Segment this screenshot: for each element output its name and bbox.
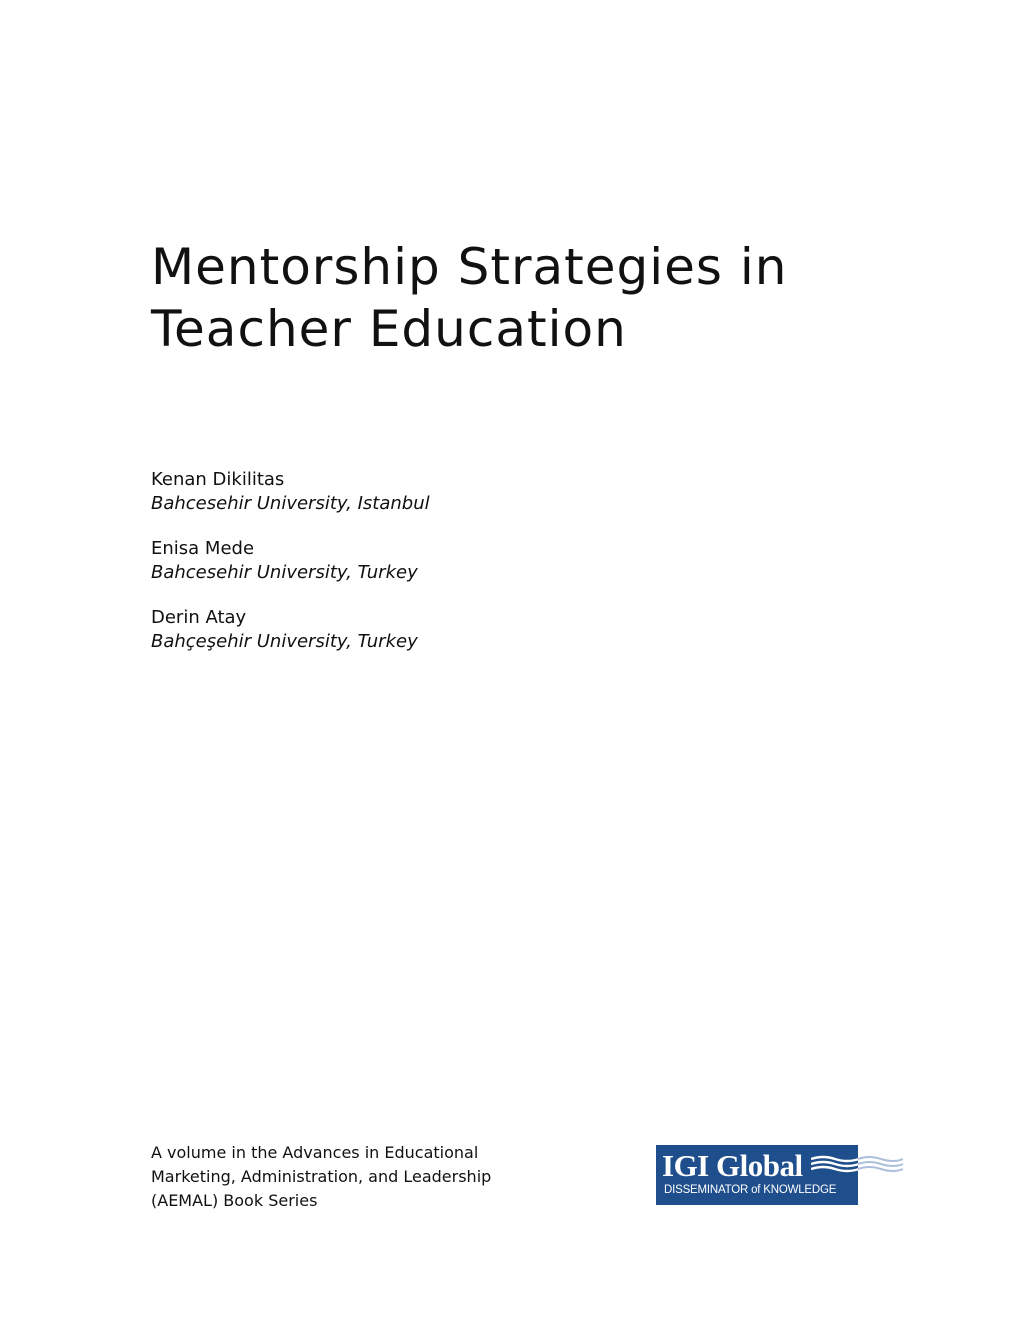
editors-list (151, 468, 751, 675)
book-title (151, 236, 931, 360)
editor-entry (151, 537, 751, 585)
editor-entry (151, 606, 751, 654)
series-line-3: (AEMAL) Book Series (151, 1191, 318, 1210)
editor-affiliation: Bahcesehir University, Turkey (151, 562, 418, 583)
series-line-1: A volume in the Advances in Educational (151, 1143, 479, 1162)
editor-affiliation: Bahcesehir University, Istanbul (151, 493, 430, 514)
editor-entry (151, 468, 751, 516)
publisher-logo-name: IGI Global (662, 1148, 803, 1183)
book-title-line-2: Teacher Education (151, 300, 627, 358)
book-title-line-1: Mentorship Strategies in (151, 238, 788, 296)
publisher-logo-tagline: DISSEMINATOR of KNOWLEDGE (664, 1184, 837, 1196)
editor-affiliation: Bahçeşehir University, Turkey (151, 631, 418, 652)
wave-lines-icon (811, 1153, 903, 1179)
publisher-logo (656, 1145, 904, 1207)
editor-name: Kenan Dikilitas (151, 469, 285, 490)
editor-name: Enisa Mede (151, 538, 255, 559)
editor-name: Derin Atay (151, 607, 247, 628)
series-line-2: Marketing, Administration, and Leadership (151, 1167, 492, 1186)
book-series-note (151, 1141, 571, 1213)
